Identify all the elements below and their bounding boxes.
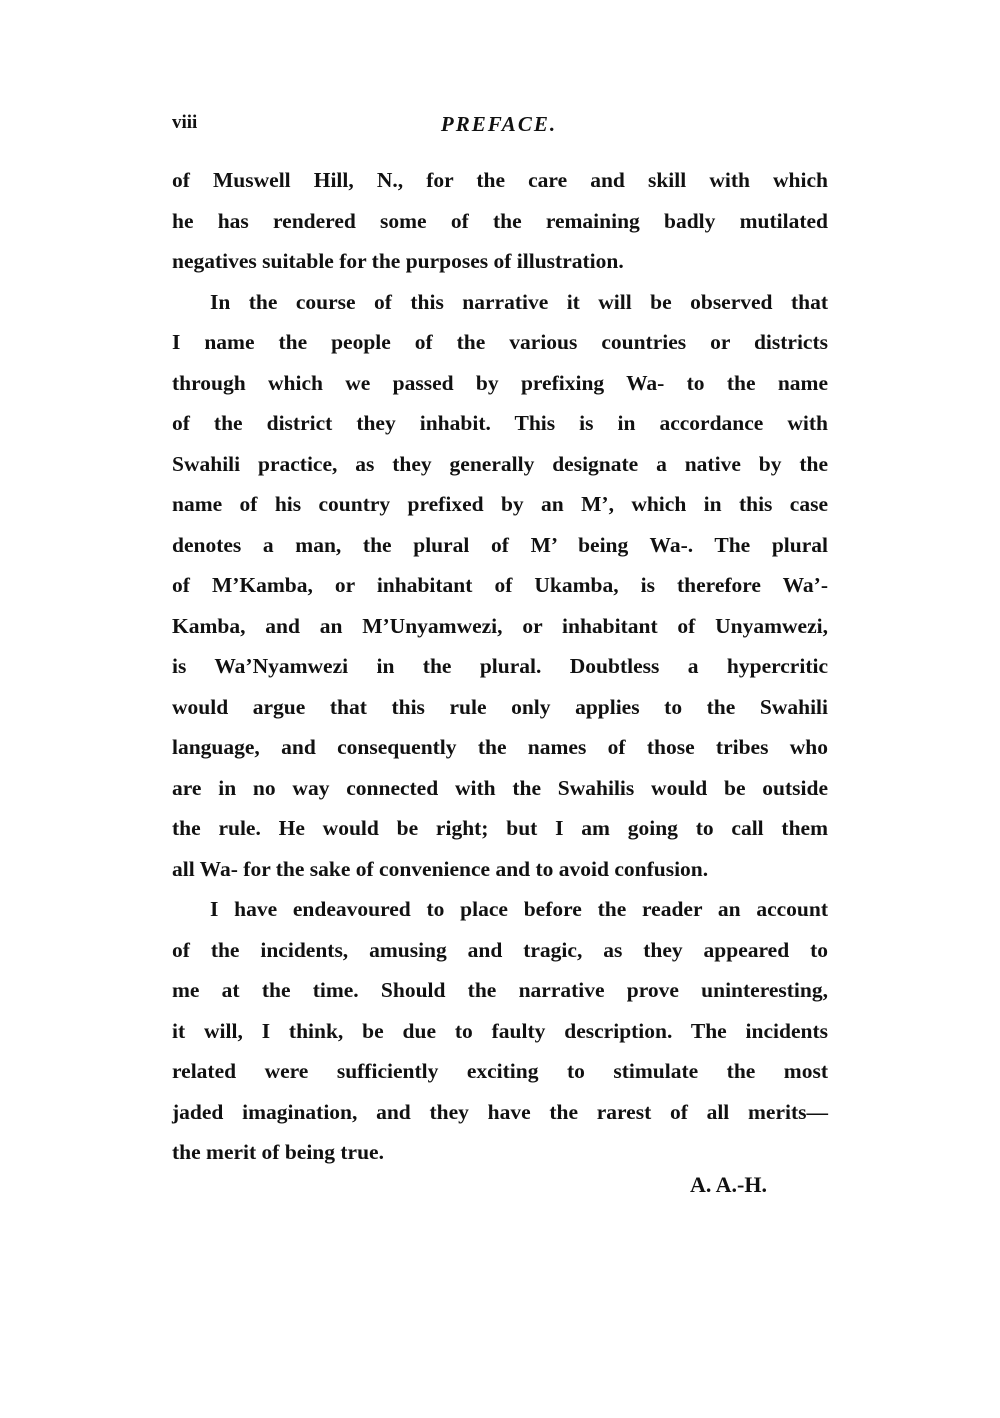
text-line: of M’Kamba, or inhabitant of Ukamba, is therefore Wa’- xyxy=(172,573,828,597)
text-line: I name the people of the various countries or districts xyxy=(172,330,828,354)
text-line: is Wa’Nyamwezi in the plural. Doubtless a hypercritic xyxy=(172,654,828,678)
text-line: Kamba, and an M’Unyamwezi, or inhabitant of Unyamwezi, xyxy=(172,613,828,638)
text-line: I have endeavoured to place before the reader an account xyxy=(210,897,828,921)
text-line: me at the time. Should the narrative prove uninteresting, xyxy=(172,978,828,1002)
text-line: language, and consequently the names of those tribes who xyxy=(172,735,828,759)
text-line: the rule. He would be right; but I am going to call them xyxy=(172,816,828,840)
author-signature: A. A.-H. xyxy=(690,1172,767,1197)
paragraph-naming-convention xyxy=(172,282,828,890)
text-line: related were sufficiently exciting to stimulate the most xyxy=(172,1059,828,1083)
text-line: denotes a man, the plural of M’ being Wa-. The plural xyxy=(172,532,828,557)
paragraph-closing xyxy=(172,889,828,1173)
text-line: negatives suitable for the purposes of illustration. xyxy=(172,249,624,273)
preface-body xyxy=(172,160,828,1173)
text-line: all Wa- for the sake of convenience and to avoid confusion. xyxy=(172,856,709,881)
text-line: through which we passed by prefixing Wa- to the name xyxy=(172,370,828,395)
page-header xyxy=(172,112,826,142)
text-line: jaded imagination, and they have the rarest of all merits— xyxy=(172,1099,828,1124)
text-line: of the incidents, amusing and tragic, as they appeared to xyxy=(172,937,828,962)
text-line: of Muswell Hill, N., for the care and skill with which xyxy=(172,168,828,192)
text-line: of the district they inhabit. This is in accordance with xyxy=(172,411,828,435)
page-number: viii xyxy=(172,112,198,133)
text-line: are in no way connected with the Swahilis would be outside xyxy=(172,775,828,800)
paragraph-continuation xyxy=(172,160,828,282)
text-line: would argue that this rule only applies to the Swahili xyxy=(172,694,828,719)
text-line: the merit of being true. xyxy=(172,1140,384,1164)
text-line: he has rendered some of the remaining badly mutilated xyxy=(172,208,828,233)
text-line: Swahili practice, as they generally designate a native by the xyxy=(172,451,828,476)
running-title: PREFACE. xyxy=(440,112,558,136)
text-line: it will, I think, be due to faulty description. The incidents xyxy=(172,1018,828,1043)
text-line: In the course of this narrative it will be observed that xyxy=(210,289,828,314)
text-line: name of his country prefixed by an M’, which in this case xyxy=(172,492,828,516)
